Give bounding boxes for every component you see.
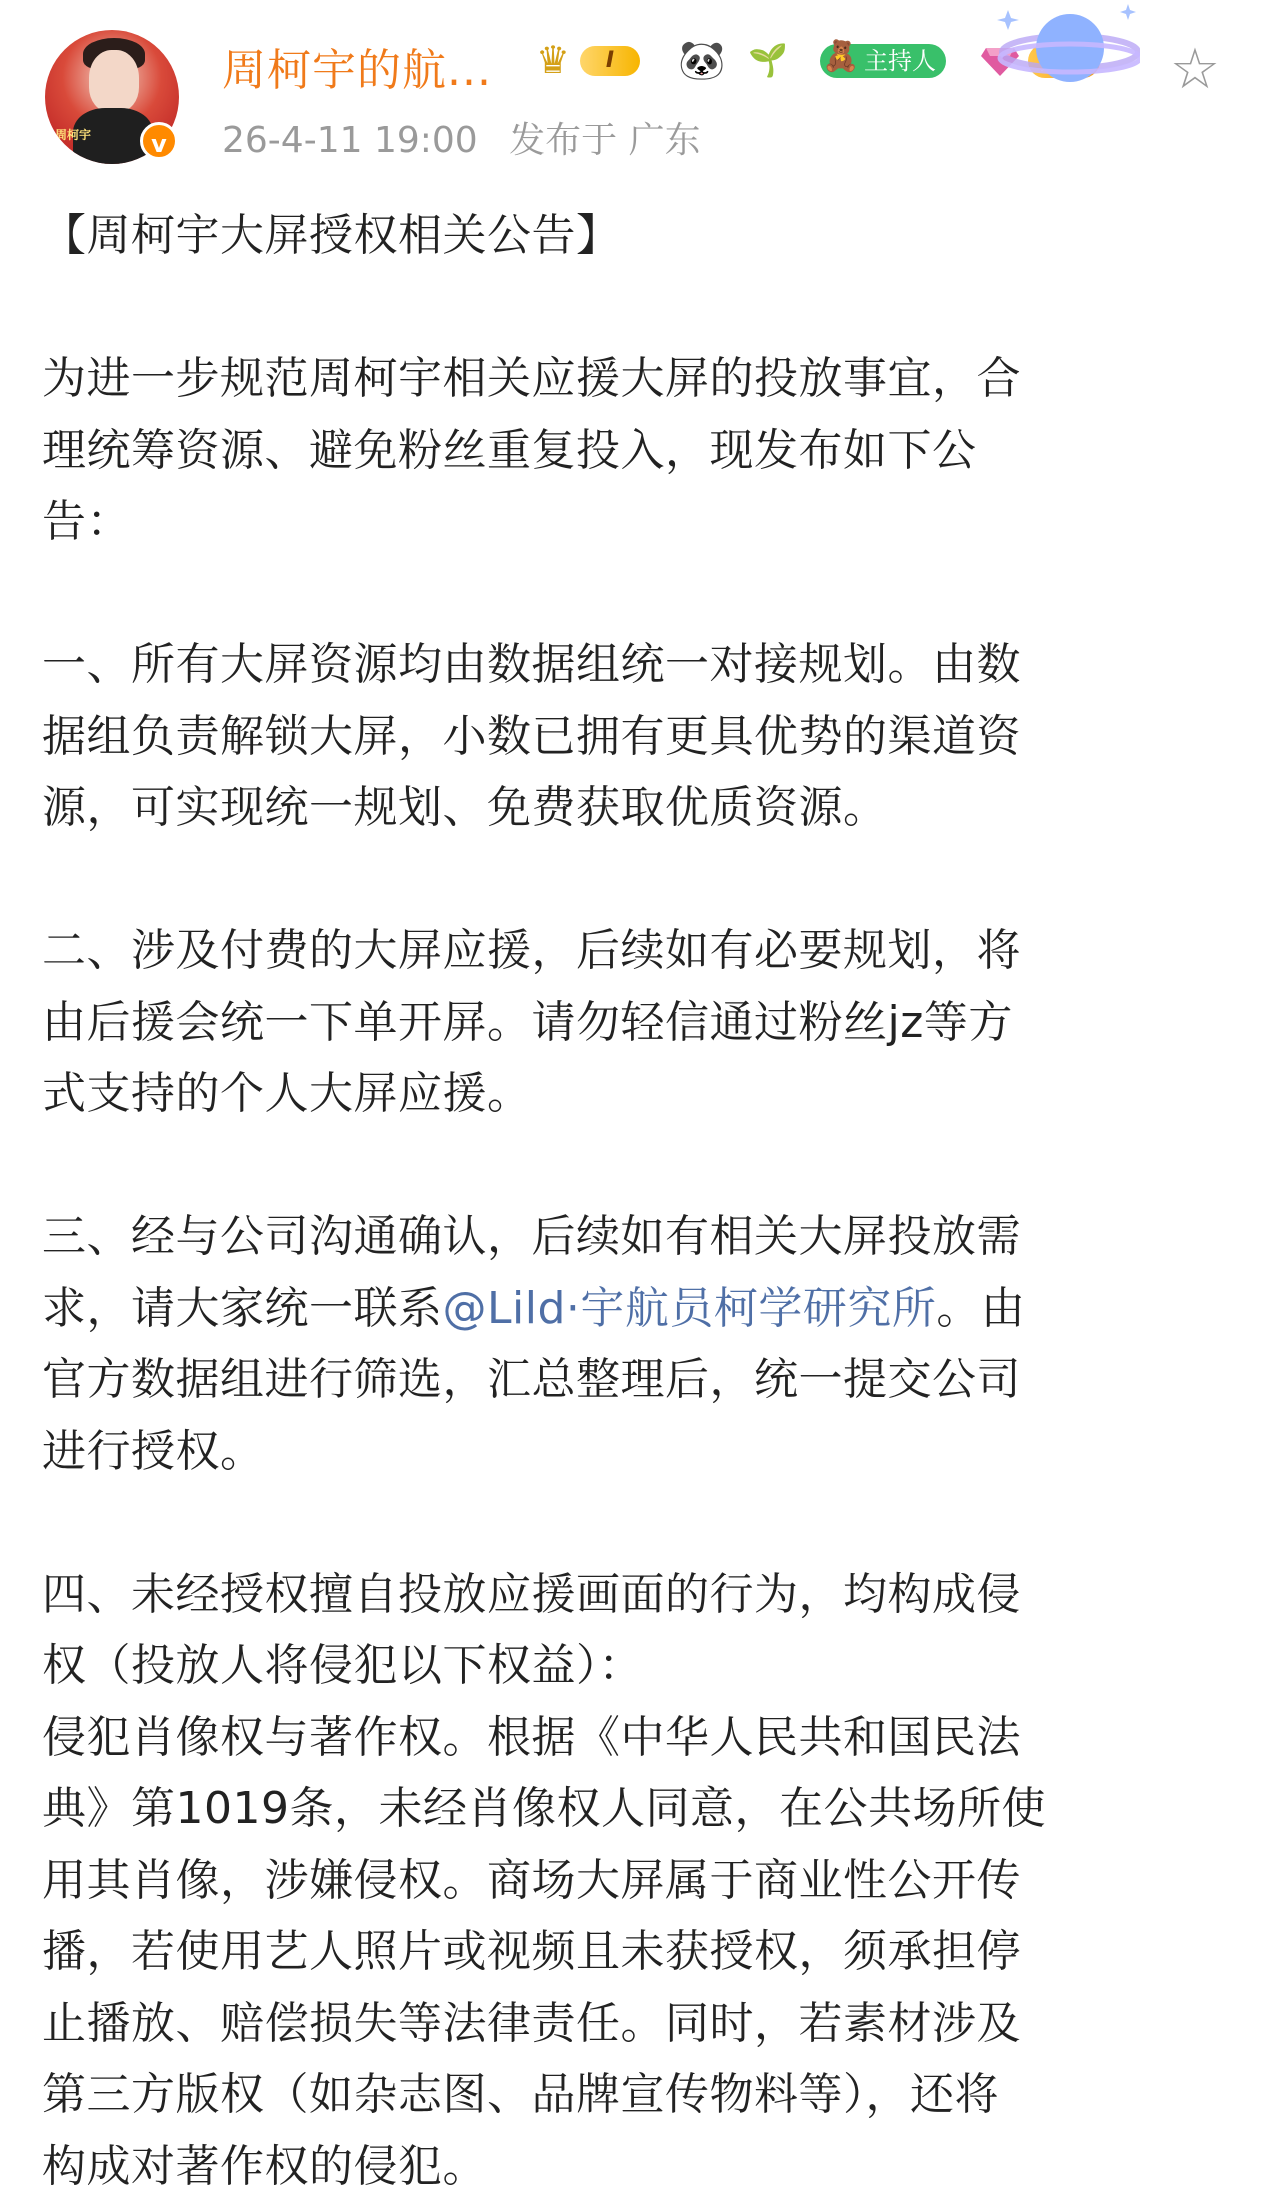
item4-line-7: 止播放、赔偿损失等法律责任。同时，若素材涉及 bbox=[42, 1988, 1232, 2060]
item4-line-2: 权（投放人将侵犯以下权益）： bbox=[42, 1630, 1232, 1702]
intro-line-2: 理统筹资源、避免粉丝重复投入，现发布如下公 bbox=[42, 415, 1232, 487]
item4-line-9: 构成对著作权的侵犯。 bbox=[42, 2131, 1232, 2202]
item4-line-4: 典》第1019条，未经肖像权人同意，在公共场所使 bbox=[42, 1773, 1232, 1845]
planet-decoration-icon bbox=[990, 0, 1140, 110]
item1-line-2: 据组负责解锁大屏，小数已拥有更具优势的渠道资 bbox=[42, 701, 1232, 773]
item3-line-4: 进行授权。 bbox=[42, 1416, 1232, 1488]
post-title: 【周柯宇大屏授权相关公告】 bbox=[42, 200, 1232, 272]
mention-link[interactable]: @Lild·宇航员柯学研究所 bbox=[443, 1283, 937, 1334]
paragraph-gap bbox=[42, 272, 1232, 344]
verified-badge-icon: v bbox=[140, 122, 178, 160]
level-badge[interactable]: I bbox=[580, 46, 640, 76]
item4-line-1: 四、未经授权擅自投放应援画面的行为，均构成侵 bbox=[42, 1559, 1232, 1631]
item2-line-1: 二、涉及付费的大屏应援，后续如有必要规划，将 bbox=[42, 915, 1232, 987]
item3-line-1: 三、经与公司沟通确认，后续如有相关大屏投放需 bbox=[42, 1201, 1232, 1273]
post-time: 26-4-11 19:00 bbox=[222, 120, 478, 161]
author-name[interactable]: 周柯宇的航... bbox=[222, 34, 492, 98]
host-badge-label: 主持人 bbox=[864, 47, 936, 75]
item4-line-8: 第三方版权（如杂志图、品牌宣传物料等），还将 bbox=[42, 2059, 1232, 2131]
item4-line-5: 用其肖像，涉嫌侵权。商场大屏属于商业性公开传 bbox=[42, 1845, 1232, 1917]
host-badge[interactable] bbox=[820, 44, 946, 78]
item3-line-2-post: 。由 bbox=[936, 1283, 1025, 1334]
paragraph-gap bbox=[42, 1130, 1232, 1202]
item2-line-2: 由后援会统一下单开屏。请勿轻信通过粉丝jz等方 bbox=[42, 987, 1232, 1059]
item4-line-6: 播，若使用艺人照片或视频且未获授权，须承担停 bbox=[42, 1916, 1232, 1988]
intro-line-1: 为进一步规范周柯宇相关应援大屏的投放事宜，合 bbox=[42, 343, 1232, 415]
item4-line-3: 侵犯肖像权与著作权。根据《中华人民共和国民法 bbox=[42, 1702, 1232, 1774]
paragraph-gap bbox=[42, 844, 1232, 916]
item2-line-3: 式支持的个人大屏应援。 bbox=[42, 1058, 1232, 1130]
post-content bbox=[42, 200, 1232, 2202]
paragraph-gap bbox=[42, 558, 1232, 630]
item1-line-1: 一、所有大屏资源均由数据组统一对接规划。由数 bbox=[42, 629, 1232, 701]
item3-line-2 bbox=[42, 1273, 1232, 1345]
post-header bbox=[0, 0, 1271, 190]
item1-line-3: 源，可实现统一规划、免费获取优质资源。 bbox=[42, 772, 1232, 844]
avatar-tag: 周柯宇 bbox=[55, 126, 91, 143]
host-avatar-icon: 🧸 bbox=[822, 40, 859, 74]
star-icon[interactable]: ☆ bbox=[1165, 40, 1225, 100]
avatar-face bbox=[89, 50, 139, 112]
post-meta bbox=[222, 112, 721, 163]
item3-line-3: 官方数据组进行筛选，汇总整理后，统一提交公司 bbox=[42, 1344, 1232, 1416]
sprout-icon[interactable]: 🌱 bbox=[748, 40, 788, 80]
crown-icon[interactable]: ♛ bbox=[536, 40, 570, 80]
post-location: 发布于 广东 bbox=[509, 120, 700, 161]
item3-line-2-pre: 求，请大家统一联系 bbox=[42, 1283, 443, 1334]
intro-line-3: 告： bbox=[42, 486, 1232, 558]
panda-icon[interactable]: 🐼 bbox=[678, 40, 725, 80]
paragraph-gap bbox=[42, 1487, 1232, 1559]
